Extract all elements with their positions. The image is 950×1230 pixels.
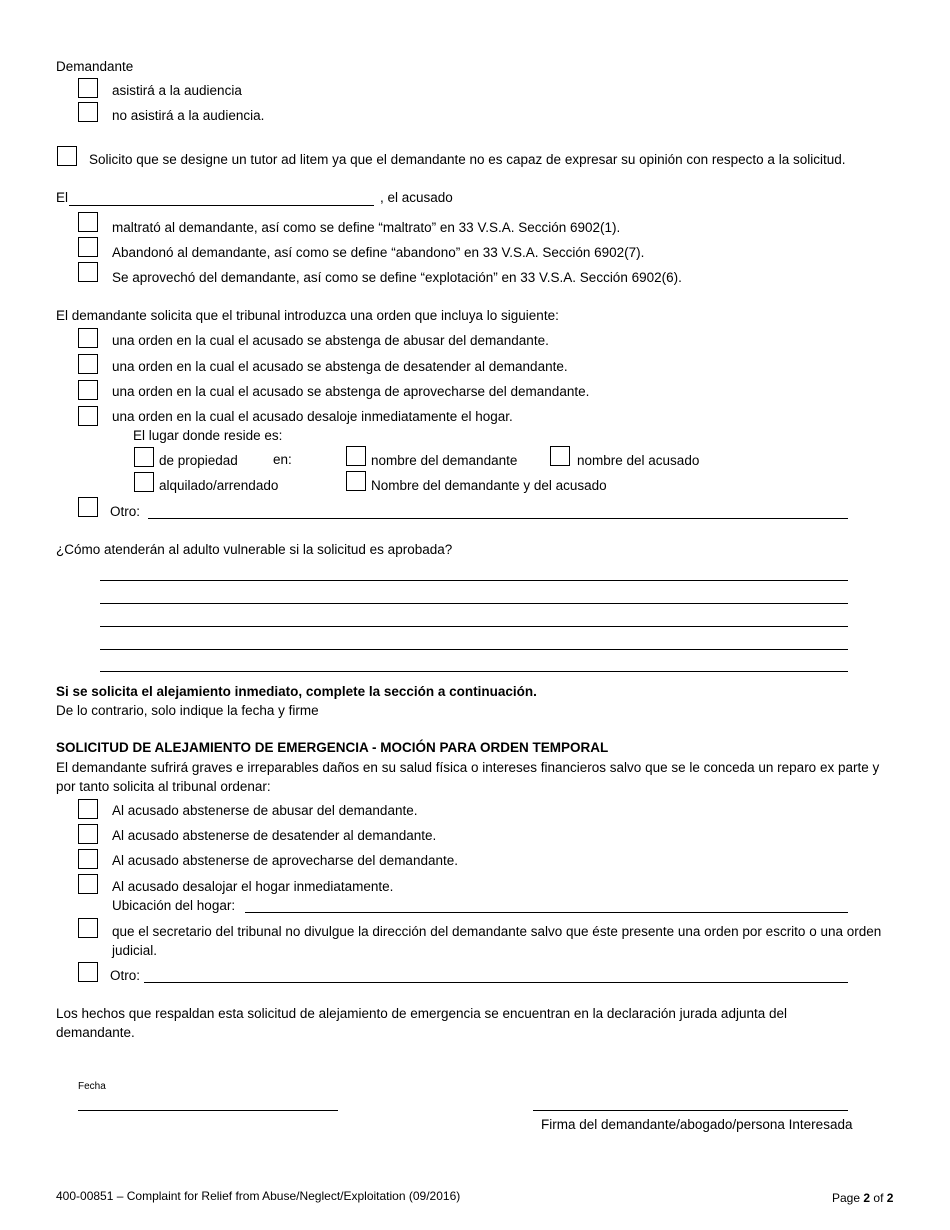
clerk-confidential-checkbox[interactable] <box>78 918 98 938</box>
guardian-ad-litem-checkbox[interactable] <box>57 146 77 166</box>
emergency-no-abuse-checkbox[interactable] <box>78 799 98 819</box>
emergency-intro: El demandante sufrirá graves e irreparables daños en su salud física o intereses financieros salvo que se le conceda un reparo ex parte y por tanto solicita al tribunal ordenar: <box>56 760 880 794</box>
order-no-exploit-checkbox[interactable] <box>78 380 98 400</box>
order-vacate-checkbox[interactable] <box>78 406 98 426</box>
care-question: ¿Cómo atenderán al adulto vulnerable si la solicitud es aprobada? <box>56 542 453 557</box>
care-answer-line-5[interactable] <box>100 671 848 672</box>
care-answer-line-4[interactable] <box>100 649 848 650</box>
home-location-field[interactable] <box>245 912 848 913</box>
home-location-label: Ubicación del hogar: <box>112 898 236 913</box>
emergency-no-neglect-label: Al acusado abstenerse de desatender al demandante. <box>112 828 437 843</box>
order-no-neglect-label: una orden en la cual el acusado se abstenga de desatender al demandante. <box>112 359 568 374</box>
emergency-vacate-checkbox[interactable] <box>78 874 98 894</box>
name-respondent-label: nombre del acusado <box>577 453 700 468</box>
exploitation-label: Se aprovechó del demandante, así como se define “explotación” en 33 V.S.A. Sección 6902(6). <box>112 270 682 285</box>
emergency-vacate-label: Al acusado desalojar el hogar inmediatamente. <box>112 879 394 894</box>
page-total: 2 <box>886 1191 894 1205</box>
not-attends-hearing-label: no asistirá a la audiencia. <box>112 108 265 123</box>
emergency-note-bold: Si se solicita el alejamiento inmediato, complete la sección a continuación. <box>56 684 537 699</box>
form-id: 400-00851 – Complaint for Relief from Abuse/Neglect/Exploitation (09/2016) <box>56 1189 461 1203</box>
attends-hearing-label: asistirá a la audiencia <box>112 83 242 98</box>
owned-checkbox[interactable] <box>134 447 154 467</box>
respondent-prefix: El <box>56 190 69 205</box>
emergency-no-neglect-checkbox[interactable] <box>78 824 98 844</box>
name-both-label: Nombre del demandante y del acusado <box>371 478 607 493</box>
order-request-intro: El demandante solicita que el tribunal introduzca una orden que incluya lo siguiente: <box>56 308 559 323</box>
name-respondent-checkbox[interactable] <box>550 446 570 466</box>
emergency-no-exploit-checkbox[interactable] <box>78 849 98 869</box>
respondent-suffix: , el acusado <box>380 190 453 205</box>
emergency-no-exploit-label: Al acusado abstenerse de aprovecharse del demandante. <box>112 853 458 868</box>
page-number <box>832 1190 893 1207</box>
rented-label: alquilado/arrendado <box>159 478 279 493</box>
guardian-ad-litem-label: Solicito que se designe un tutor ad litem ya que el demandante no es capaz de expresar su opinión con respecto a la solicitud. <box>89 152 846 167</box>
facts-statement: Los hechos que respaldan esta solicitud de alejamiento de emergencia se encuentran en la declaración jurada adjunta del demandante. <box>56 1006 787 1040</box>
petitioner-heading: Demandante <box>56 59 134 74</box>
emergency-note-normal: De lo contrario, solo indique la fecha y firme <box>56 703 319 718</box>
respondent-name-field[interactable] <box>69 205 374 206</box>
emergency-title: SOLICITUD DE ALEJAMIENTO DE EMERGENCIA - MOCIÓN PARA ORDEN TEMPORAL <box>56 740 609 755</box>
order-no-abuse-label: una orden en la cual el acusado se abstenga de abusar del demandante. <box>112 333 549 348</box>
name-petitioner-checkbox[interactable] <box>346 446 366 466</box>
signature-field[interactable] <box>533 1110 848 1111</box>
attends-hearing-checkbox[interactable] <box>78 78 98 98</box>
abuse-checkbox[interactable] <box>78 212 98 232</box>
care-answer-line-2[interactable] <box>100 603 848 604</box>
order-other-checkbox[interactable] <box>78 497 98 517</box>
emergency-other-checkbox[interactable] <box>78 962 98 982</box>
care-answer-line-3[interactable] <box>100 626 848 627</box>
care-answer-line-1[interactable] <box>100 580 848 581</box>
order-vacate-label: una orden en la cual el acusado desaloje inmediatamente el hogar. <box>112 409 513 424</box>
date-label: Fecha <box>78 1081 106 1092</box>
en-label: en: <box>273 452 292 467</box>
page-prefix: Page <box>832 1191 861 1205</box>
emergency-other-field[interactable] <box>144 982 848 983</box>
owned-label: de propiedad <box>159 453 238 468</box>
emergency-no-abuse-label: Al acusado abstenerse de abusar del demandante. <box>112 803 418 818</box>
order-no-neglect-checkbox[interactable] <box>78 354 98 374</box>
order-no-exploit-label: una orden en la cual el acusado se abstenga de aprovecharse del demandante. <box>112 384 590 399</box>
page-current: 2 <box>863 1191 871 1205</box>
clerk-confidential-label: que el secretario del tribunal no divulgue la dirección del demandante salvo que éste presente una orden por escrito o una orden judicial. <box>112 924 882 958</box>
signature-label: Firma del demandante/abogado/persona Interesada <box>541 1117 853 1132</box>
neglect-label: Abandonó al demandante, así como se define “abandono” en 33 V.S.A. Sección 6902(7). <box>112 245 645 260</box>
order-no-abuse-checkbox[interactable] <box>78 328 98 348</box>
emergency-other-label: Otro: <box>110 968 141 983</box>
name-petitioner-label: nombre del demandante <box>371 453 518 468</box>
name-both-checkbox[interactable] <box>346 471 366 491</box>
order-other-field[interactable] <box>148 518 848 519</box>
exploitation-checkbox[interactable] <box>78 262 98 282</box>
not-attends-hearing-checkbox[interactable] <box>78 102 98 122</box>
order-other-label: Otro: <box>110 504 141 519</box>
page-of: of <box>873 1191 884 1205</box>
residence-label: El lugar donde reside es: <box>133 428 283 443</box>
date-field[interactable] <box>78 1110 338 1111</box>
abuse-label: maltrató al demandante, así como se define “maltrato” en 33 V.S.A. Sección 6902(1). <box>112 220 621 235</box>
neglect-checkbox[interactable] <box>78 237 98 257</box>
rented-checkbox[interactable] <box>134 472 154 492</box>
